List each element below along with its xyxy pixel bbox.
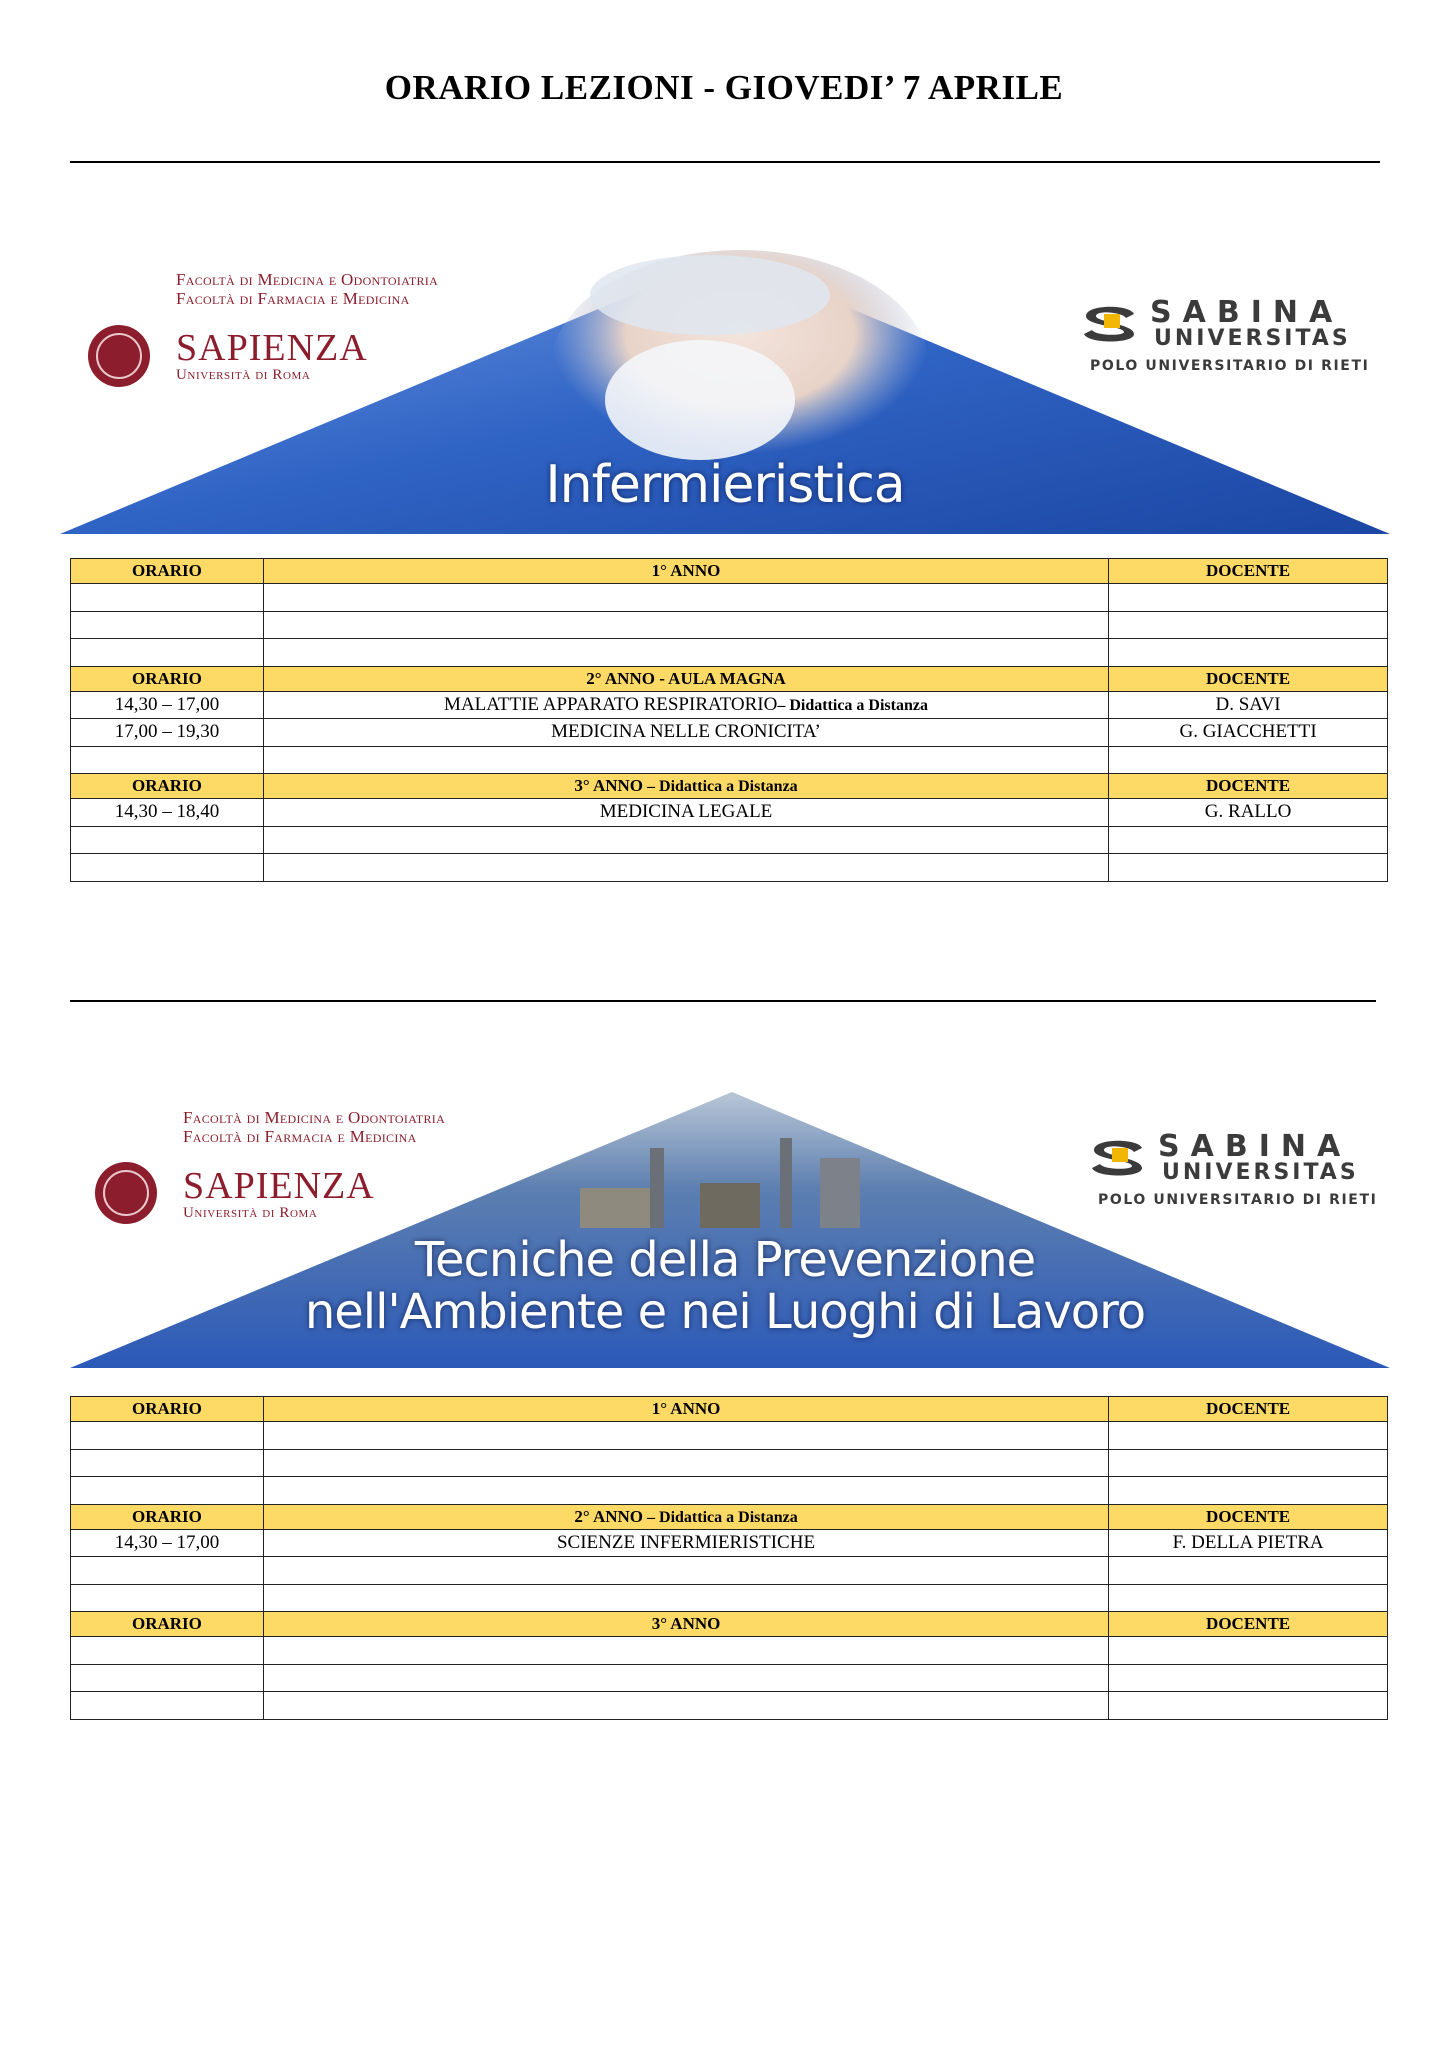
table-row xyxy=(71,691,1388,719)
table-row xyxy=(71,1449,1388,1477)
col-year xyxy=(263,1397,1108,1422)
col-orario: ORARIO xyxy=(71,774,264,799)
sapienza-name: SAPIENZA xyxy=(183,1165,375,1207)
schedule-table-infermieristica xyxy=(70,558,1388,882)
course-title xyxy=(60,1234,1390,1338)
teacher-cell xyxy=(1109,1637,1388,1665)
subject-cell xyxy=(263,1692,1108,1720)
faculty-line1: Facoltà di Medicina e Odontoiatria xyxy=(176,270,439,289)
table-row xyxy=(71,1557,1388,1585)
teacher-cell xyxy=(1109,1584,1388,1612)
sabina-logo-icon xyxy=(1086,1136,1148,1178)
teacher-cell xyxy=(1109,1449,1388,1477)
col-orario: ORARIO xyxy=(71,559,264,584)
time-cell xyxy=(71,746,264,774)
divider xyxy=(70,161,1380,163)
teacher-cell xyxy=(1109,1692,1388,1720)
teacher-cell xyxy=(1109,746,1388,774)
table-row xyxy=(71,746,1388,774)
faculty-line2: Facoltà di Farmacia e Medicina xyxy=(176,289,410,308)
subject-text: MEDICINA NELLE CRONICITA’ xyxy=(551,721,821,743)
subject-cell xyxy=(263,639,1108,667)
sapienza-block xyxy=(176,270,438,383)
subject-cell xyxy=(263,854,1108,882)
sabina-block xyxy=(1090,295,1370,374)
year-label: 1° ANNO xyxy=(651,1399,721,1418)
polo-name: POLO UNIVERSITARIO DI RIETI xyxy=(1090,358,1370,374)
universitas-name: UNIVERSITAS xyxy=(1162,1160,1359,1185)
col-orario: ORARIO xyxy=(71,1504,264,1529)
time-cell xyxy=(71,1584,264,1612)
universitas-name: UNIVERSITAS xyxy=(1154,326,1351,351)
sapienza-name: SAPIENZA xyxy=(176,327,368,369)
table-row xyxy=(71,1584,1388,1612)
teacher-cell: G. GIACCHETTI xyxy=(1109,719,1388,747)
year-label: 2° ANNO xyxy=(574,1506,644,1526)
table-header-row xyxy=(71,1612,1388,1637)
teacher-cell: F. DELLA PIETRA xyxy=(1109,1529,1388,1557)
schedule-table-tecniche-prevenzione xyxy=(70,1396,1388,1720)
subject-cell xyxy=(263,691,1108,719)
col-orario: ORARIO xyxy=(71,1612,264,1637)
time-cell: 17,00 – 19,30 xyxy=(71,719,264,747)
sapienza-block xyxy=(183,1108,445,1221)
course-title-line1: Infermieristica xyxy=(545,455,905,515)
teacher-cell: G. RALLO xyxy=(1109,799,1388,827)
course-title-line2: nell'Ambiente e nei Luoghi di Lavoro xyxy=(304,1284,1146,1340)
time-cell: 14,30 – 18,40 xyxy=(71,799,264,827)
subject-cell xyxy=(263,1529,1108,1557)
year-note: – Didattica a Distanza xyxy=(643,1508,798,1526)
time-cell xyxy=(71,1477,264,1505)
table-row xyxy=(71,854,1388,882)
time-cell: 14,30 – 17,00 xyxy=(71,691,264,719)
sabina-name: SABINA xyxy=(1150,295,1344,330)
time-cell: 14,30 – 17,00 xyxy=(71,1529,264,1557)
table-row xyxy=(71,719,1388,747)
col-docente: DOCENTE xyxy=(1109,1504,1388,1529)
teacher-cell: D. SAVI xyxy=(1109,691,1388,719)
teacher-cell xyxy=(1109,854,1388,882)
subject-text: MALATTIE APPARATO RESPIRATORIO xyxy=(444,693,778,715)
table-header-row xyxy=(71,559,1388,584)
universita-name: Università di Roma xyxy=(183,1205,318,1221)
time-cell xyxy=(71,1449,264,1477)
year-label: 3° ANNO xyxy=(574,776,644,795)
subject-cell xyxy=(263,611,1108,639)
table-row xyxy=(71,799,1388,827)
teacher-cell xyxy=(1109,584,1388,612)
table-row xyxy=(71,1664,1388,1692)
sapienza-seal-icon xyxy=(95,1162,157,1224)
teacher-cell xyxy=(1109,1477,1388,1505)
subject-cell xyxy=(263,1664,1108,1692)
course-title xyxy=(60,455,1390,515)
subject-note: – Didattica a Distanza xyxy=(777,696,928,714)
table-row xyxy=(71,611,1388,639)
table-row xyxy=(71,1477,1388,1505)
subject-cell xyxy=(263,746,1108,774)
col-year xyxy=(263,1504,1108,1529)
col-docente: DOCENTE xyxy=(1109,1397,1388,1422)
year-note: – Didattica a Distanza xyxy=(643,778,798,795)
subject-text: SCIENZE INFERMIERISTICHE xyxy=(556,1531,816,1553)
table-row xyxy=(71,1637,1388,1665)
subject-cell xyxy=(263,1477,1108,1505)
year-label: 1° ANNO xyxy=(651,561,721,580)
subject-cell xyxy=(263,1449,1108,1477)
subject-cell xyxy=(263,1557,1108,1585)
col-docente: DOCENTE xyxy=(1109,774,1388,799)
subject-cell xyxy=(263,826,1108,854)
col-docente: DOCENTE xyxy=(1109,1612,1388,1637)
teacher-cell xyxy=(1109,1664,1388,1692)
col-docente: DOCENTE xyxy=(1109,666,1388,691)
subject-text: MEDICINA LEGALE xyxy=(599,801,773,823)
sabina-logo-icon xyxy=(1078,302,1140,344)
faculty-line2: Facoltà di Farmacia e Medicina xyxy=(183,1127,417,1146)
table-header-row xyxy=(71,666,1388,691)
table-row xyxy=(71,826,1388,854)
teacher-cell xyxy=(1109,639,1388,667)
col-docente: DOCENTE xyxy=(1109,559,1388,584)
table-header-row xyxy=(71,1504,1388,1529)
subject-cell xyxy=(263,1422,1108,1450)
teacher-cell xyxy=(1109,1422,1388,1450)
time-cell xyxy=(71,826,264,854)
year-label: 2° ANNO - AULA MAGNA xyxy=(586,668,786,688)
polo-name: POLO UNIVERSITARIO DI RIETI xyxy=(1098,1192,1378,1208)
col-year xyxy=(263,559,1108,584)
time-cell xyxy=(71,1692,264,1720)
table-row xyxy=(71,1692,1388,1720)
time-cell xyxy=(71,611,264,639)
time-cell xyxy=(71,584,264,612)
year-label: 3° ANNO xyxy=(651,1614,721,1633)
faculty-line1: Facoltà di Medicina e Odontoiatria xyxy=(183,1108,446,1127)
teacher-cell xyxy=(1109,1557,1388,1585)
sapienza-seal-icon xyxy=(88,325,150,387)
table-row xyxy=(71,639,1388,667)
time-cell xyxy=(71,639,264,667)
divider xyxy=(70,1000,1376,1002)
subject-cell xyxy=(263,799,1108,827)
time-cell xyxy=(71,1637,264,1665)
time-cell xyxy=(71,1422,264,1450)
col-year xyxy=(263,774,1108,799)
sabina-name: SABINA xyxy=(1158,1129,1352,1164)
course-title-line1: Tecniche della Prevenzione xyxy=(414,1232,1036,1288)
time-cell xyxy=(71,854,264,882)
time-cell xyxy=(71,1664,264,1692)
teacher-cell xyxy=(1109,826,1388,854)
table-header-row xyxy=(71,1397,1388,1422)
table-header-row xyxy=(71,774,1388,799)
subject-cell xyxy=(263,1637,1108,1665)
teacher-cell xyxy=(1109,611,1388,639)
universita-name: Università di Roma xyxy=(176,367,311,383)
col-year xyxy=(263,1612,1108,1637)
subject-cell xyxy=(263,1584,1108,1612)
col-orario: ORARIO xyxy=(71,1397,264,1422)
subject-cell xyxy=(263,719,1108,747)
sabina-block xyxy=(1098,1129,1378,1208)
table-row xyxy=(71,584,1388,612)
col-year xyxy=(263,666,1108,691)
subject-cell xyxy=(263,584,1108,612)
table-row xyxy=(71,1422,1388,1450)
time-cell xyxy=(71,1557,264,1585)
page-title: ORARIO LEZIONI - GIOVEDI’ 7 APRILE xyxy=(384,68,1064,107)
table-row xyxy=(71,1529,1388,1557)
col-orario: ORARIO xyxy=(71,666,264,691)
